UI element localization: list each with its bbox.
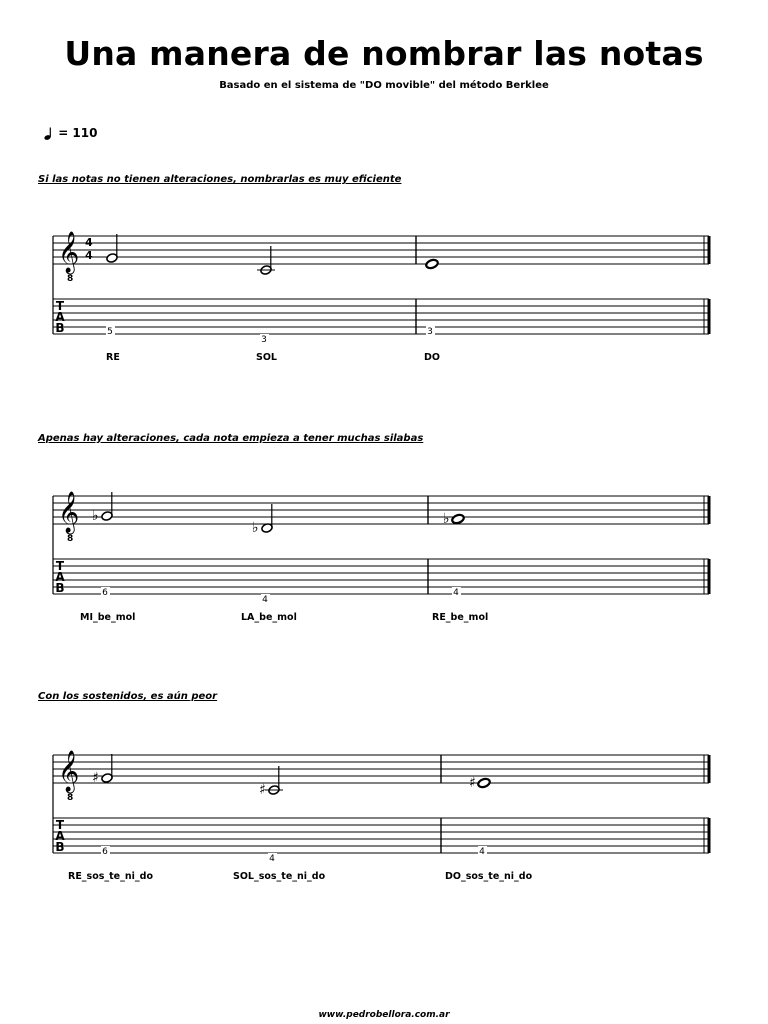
tab-fret-number: 3 [427,327,433,337]
page-subtitle: Basado en el sistema de "DO movible" del método Berklee [219,80,549,91]
time-signature-top: 4 [85,236,93,249]
system-1 [53,231,709,345]
time-signature-bottom: 4 [85,249,93,262]
whole-note [477,777,491,788]
tab-clef-letter: T [55,818,65,832]
page-title: Una manera de nombrar las notas [64,34,704,73]
note-name: RE_sos_te_ni_do [68,871,153,882]
tab-clef-letter: T [55,559,65,573]
tab-clef-letter: A [55,310,65,324]
treble-clef-icon: 𝄞 [58,751,80,792]
flat-icon: ♭ [92,508,99,524]
note-name: RE [106,352,120,363]
tab-clef-letter: A [55,570,65,584]
whole-note [451,513,465,524]
note-name: SOL_sos_te_ni_do [233,871,326,882]
treble-clef-icon: 𝄞 [58,232,80,273]
octave-eight: 8 [67,793,74,803]
treble-clef-icon: 𝄞 [58,492,80,533]
tab-clef-letter: A [55,829,65,843]
tab-fret-number: 4 [262,595,268,605]
tab-fret-number: 4 [479,847,485,857]
sharp-icon: ♯ [469,775,476,791]
tab-clef-letter: B [55,581,65,595]
section-2-label: Apenas hay alteraciones, cada nota empieza a tener muchas silabas [38,433,424,444]
tab-clef-letter: T [55,299,65,313]
note-name: DO [424,352,440,363]
tab-fret-number: 5 [107,327,113,337]
octave-eight: 8 [67,534,74,544]
note-name: LA_be_mol [241,612,297,623]
sharp-icon: ♯ [92,770,99,786]
system-2 [53,491,709,605]
tab-clef-letter: B [55,840,65,854]
system-3 [53,750,709,864]
tempo-value: = 110 [58,126,98,140]
section-1-label: Si las notas no tienen alteraciones, nombrarlas es muy eficiente [38,174,402,185]
flat-icon: ♭ [252,520,259,536]
tab-fret-number: 6 [102,847,108,857]
section-3-label: Con los sostenidos, es aún peor [38,691,218,702]
tab-fret-number: 6 [102,588,108,598]
note-name: MI_be_mol [80,612,136,623]
note-name: SOL [256,352,277,363]
flat-icon: ♭ [443,511,450,527]
octave-eight: 8 [67,274,74,284]
whole-note [425,258,439,269]
sharp-icon: ♯ [259,782,266,798]
note-name: RE_be_mol [432,612,489,623]
note-name: DO_sos_te_ni_do [445,871,533,882]
tab-fret-number: 4 [453,588,459,598]
tab-fret-number: 3 [261,335,267,345]
footer-url: www.pedrobellora.com.ar [318,1010,450,1020]
tab-fret-number: 4 [269,854,275,864]
tab-clef-letter: B [55,321,65,335]
